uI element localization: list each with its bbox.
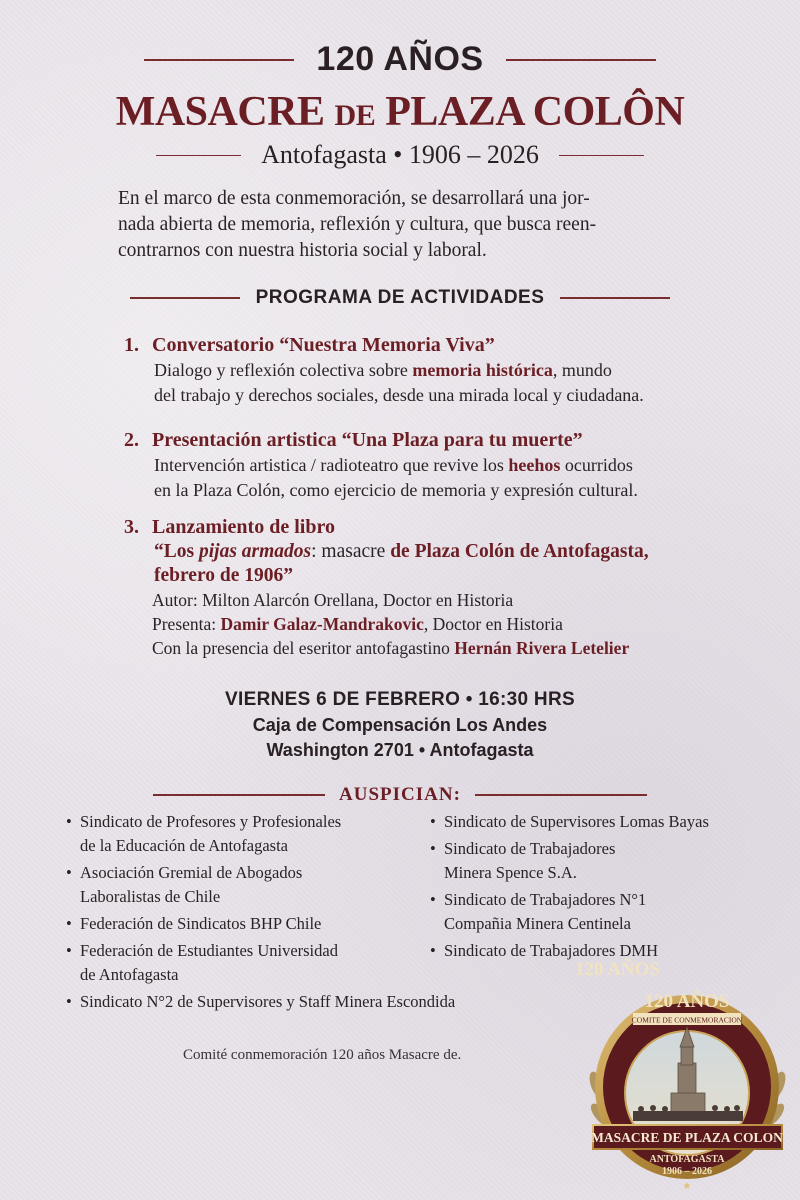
activity-2-line1a: Intervención artistica / radioteatro que revive los: [154, 455, 509, 475]
activity-2-line2: en la Plaza Colón, como ejercicio de memoria y expresión cultural.: [154, 480, 638, 500]
seal-dates: 1906 – 2026: [662, 1166, 712, 1177]
activity-3-book-title: [154, 540, 724, 588]
intro-paragraph: [118, 186, 690, 264]
subtitle: Antofagasta • 1906 – 2026: [261, 140, 539, 169]
activity-1-title-text: Conversatorio “Nuestra Memoria Viva”: [152, 334, 495, 356]
bullet-icon: •: [66, 941, 72, 960]
seal-committee: COMITE DE CONMEMORACION: [631, 1015, 743, 1025]
footer-text: Comité conmemoración 120 años Masacre de.: [183, 1047, 462, 1063]
sponsor-line: Sindicato de Supervisores Lomas Bayas: [444, 812, 709, 831]
book-title-b: : masacre: [311, 541, 391, 562]
seal-city: ANTOFAGASTA: [649, 1154, 725, 1165]
bullet-icon: •: [430, 812, 436, 831]
sponsors-left-column: [66, 810, 456, 1017]
sponsor-line: Minera Spence S.A.: [444, 863, 577, 882]
activity-3: [124, 514, 724, 660]
sponsor-item: [66, 861, 426, 909]
star-icon: ★: [682, 1181, 692, 1192]
activity-2-number: 2.: [124, 429, 139, 451]
sponsor-item: [66, 912, 426, 936]
header-rule-left: [144, 59, 294, 61]
sponsor-line: Laboralistas de Chile: [80, 887, 221, 906]
guest-name: Hernán Rivera Letelier: [454, 638, 630, 658]
seal-years: 120 AÑOS: [575, 959, 660, 980]
program-rule-left: [130, 297, 240, 299]
seal-title: MASACRE DE PLAZA COLON: [591, 1130, 783, 1145]
activity-2-line1b: ocurridos: [560, 455, 633, 475]
bullet-icon: •: [430, 839, 436, 858]
bullet-icon: •: [66, 914, 72, 933]
bullet-icon: •: [430, 890, 436, 909]
activity-1-highlight: memoria histórica: [412, 360, 553, 380]
sponsor-item: [66, 990, 586, 1014]
sponsors-right-column: [430, 810, 770, 966]
header-years-row: [0, 40, 800, 79]
activity-1-line2: del trabajo y derechos sociales, desde una mirada local y ciudadana.: [154, 385, 644, 405]
intro-line-2: nada abierta de memoria, reflexión y cultura, que busca reen-: [118, 214, 597, 235]
sponsor-line: Sindicato de Profesores y Profesionales: [80, 812, 342, 831]
sponsor-line: Compañia Minera Centinela: [444, 914, 631, 933]
sponsor-line: Asociación Gremial de Abogados: [80, 863, 303, 882]
sponsors-rule-left: [153, 794, 325, 796]
program-heading: PROGRAMA DE ACTIVIDADES: [255, 287, 545, 308]
program-heading-row: [0, 287, 800, 309]
sponsor-line: Sindicato de Trabajadores N°1: [444, 890, 647, 909]
bullet-icon: •: [66, 812, 72, 831]
activity-3-title-text: Lanzamiento de libro: [152, 516, 335, 538]
book-title-a: “Los: [154, 541, 199, 562]
sponsors-heading-row: [0, 784, 800, 806]
commemorative-seal: [575, 959, 800, 1200]
book-title-italic: pijas armados: [198, 541, 312, 562]
activity-3-title: [124, 514, 724, 540]
sponsor-item: [66, 939, 426, 987]
activity-2-title: [124, 427, 724, 453]
sponsor-line: Federación de Estudiantes Universidad: [80, 941, 338, 960]
activity-3-guest: [152, 636, 724, 660]
header-rule-right: [506, 59, 656, 61]
presenter-label: Presenta:: [152, 614, 221, 634]
activity-2-highlight: heehos: [508, 455, 561, 475]
bullet-icon: •: [430, 941, 436, 960]
sponsor-item: [66, 810, 426, 858]
header-years: 120 AÑOS: [316, 40, 484, 78]
intro-line-3: contrarnos con nuestra historia social y laboral.: [118, 240, 487, 261]
main-title: [0, 88, 800, 136]
event-datetime: VIERNES 6 DE FEBRERO • 16:30 HRS: [225, 689, 575, 710]
bullet-icon: •: [66, 992, 72, 1011]
activity-2: [124, 427, 724, 503]
intro-line-1: En el marco de esta conmemoración, se desarrollará una jor-: [118, 188, 590, 209]
book-title-line2: febrero de 1906”: [154, 565, 294, 586]
activity-1-line1a: Dialogo y reflexión colectiva sobre: [154, 360, 413, 380]
sponsors-heading: AUSPICIAN:: [339, 784, 461, 805]
sponsor-line: de la Educación de Antofagasta: [80, 836, 288, 855]
sponsor-line: Sindicato de Trabajadores DMH: [444, 941, 659, 960]
activity-3-author: Autor: Milton Alarcón Orellana, Doctor en Historia: [152, 590, 514, 610]
activity-2-title-text: Presentación artistica “Una Plaza para tu muerte”: [152, 429, 583, 451]
sponsor-line: Sindicato N°2 de Supervisores y Staff Minera Escondida: [80, 992, 456, 1011]
sponsor-line: Federación de Sindicatos BHP Chile: [80, 914, 322, 933]
activity-1-body: [154, 358, 724, 408]
bullet-icon: •: [66, 863, 72, 882]
subtitle-rule-right: [559, 155, 644, 156]
activity-1-line1b: , mundo: [552, 360, 612, 380]
activity-1-title: [124, 332, 724, 358]
activity-2-body: [154, 453, 724, 503]
guest-label: Con la presencia del eseritor antofagastino: [152, 638, 455, 658]
sponsor-line: de Antofagasta: [80, 965, 179, 984]
title-part2: PLAZA COLÔN: [385, 89, 685, 135]
event-info: [0, 687, 800, 763]
program-rule-right: [560, 297, 670, 299]
subtitle-rule-left: [156, 155, 241, 156]
sponsor-item: [430, 888, 770, 936]
activity-3-presenter: [152, 612, 724, 636]
activity-3-number: 3.: [124, 516, 139, 538]
event-address: Washington 2701 • Antofagasta: [266, 740, 534, 760]
sponsor-line: Sindicato de Trabajadores: [444, 839, 616, 858]
activity-1-number: 1.: [124, 334, 139, 356]
title-connector: DE: [334, 99, 376, 132]
title-part1: MASACRE: [115, 89, 325, 135]
presenter-name: Damir Galaz-Mandrakovic: [220, 614, 424, 634]
subtitle-row: [0, 140, 800, 170]
seal-years-text: 120 AÑOS: [644, 991, 730, 1012]
activity-1: [124, 332, 724, 408]
presenter-rest: , Doctor en Historia: [423, 614, 563, 634]
sponsors-rule-right: [475, 794, 647, 796]
sponsor-item: [430, 810, 770, 834]
book-title-c: de Plaza Colón de Antofagasta,: [390, 541, 649, 562]
sponsor-item: [430, 837, 770, 885]
event-venue: Caja de Compensación Los Andes: [252, 715, 548, 735]
